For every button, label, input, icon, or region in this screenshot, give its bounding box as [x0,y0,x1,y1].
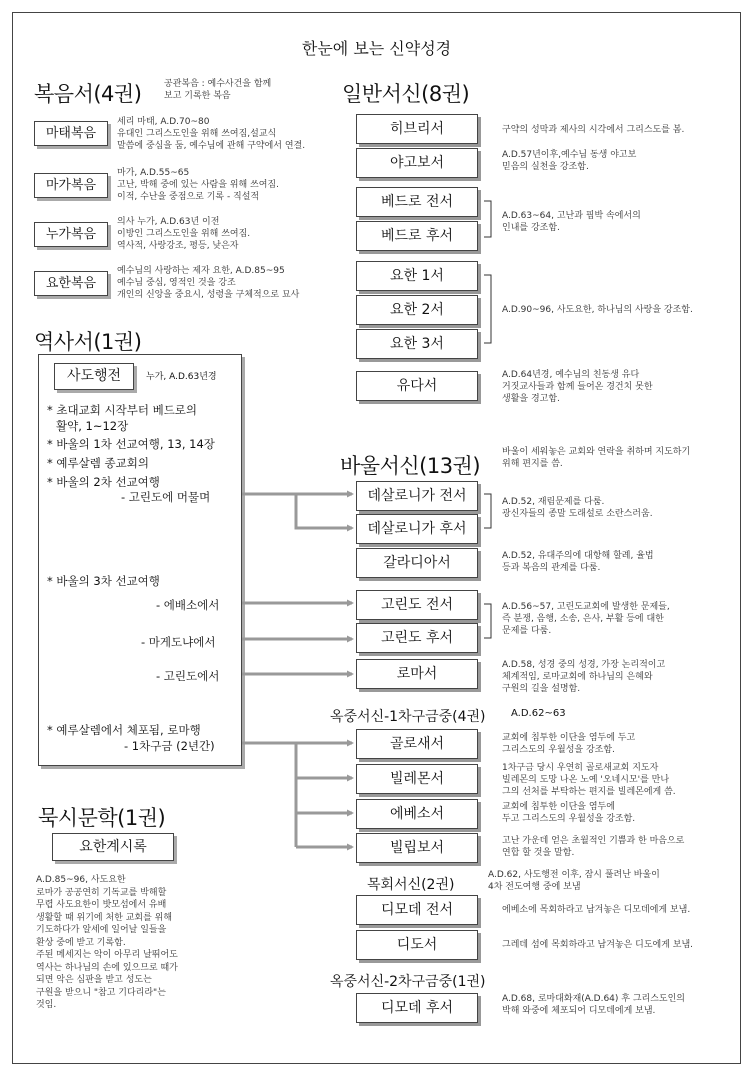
peter-note: A.D.63~64, 고난과 핍박 속에서의 인내를 강조함. [502,211,641,233]
corinthians-note: A.D.56~57, 고린도교회에 발생한 문제들, 즉 분쟁, 음행, 소송, 은사, 부활 등에 대한 문제를 다룸. [502,602,670,636]
book-1john[interactable]: 요한 1서 [356,261,478,291]
pastoral-note: A.D.62, 사도행전 이후, 잠시 풀려난 바울이 4차 전도여행 중에 보냄 [488,870,660,892]
book-ephesians[interactable]: 에베소서 [356,799,478,829]
john-bracket [484,275,491,343]
book-2thess[interactable]: 데살로니가 후서 [356,514,478,544]
acts-item-6b: - 1차구금 (2년간) [124,739,215,753]
acts-item-3: * 예루살렘 종교회의 [47,456,149,470]
timothy2-note: A.D.68, 로마대화재(A.D.64) 후 그리스도인의 박해 와중에 체포되어 디모데에게 보냄. [502,994,685,1016]
book-1peter[interactable]: 베드로 전서 [356,187,478,217]
hebrews-note: 구약의 성막과 제사의 시각에서 그리스도를 봄. [502,125,685,135]
revelation-desc: A.D.85~96, 사도요한 로마가 공공연히 기독교를 박해할 무렵 사도요한이 밧모섬에서 유배 생활할 때 위기에 처한 교회를 위해 기도하다가 알세에 일어날 일들을 환상 중에 받고 기록함. 주된 메세지는 악이 아무리 날뛰어도 역사는 하나님의 손에 있으므로 때가 되면 악은 심판을 받고 성도는 구원을 받으니 "참고 기다리라"는 것임. [36,875,178,1010]
acts-item-1b: 활약, 1~12장 [56,419,129,433]
titus-note: 그레데 섬에 목회하라고 남겨놓은 디도에게 보냄. [502,940,694,950]
philemon-note: 1차구금 당시 우연히 골로새교회 지도자 빌레몬의 도망 나온 노예 '오네시모'를 만나 그의 선처를 부탁하는 편지를 빌레몬에게 씀. [502,763,676,797]
book-romans[interactable]: 로마서 [356,659,478,689]
book-matthew[interactable]: 마태복음 [34,121,108,146]
acts-item-4b: - 고린도에 머물며 [121,490,211,504]
prison1-date: A.D.62~63 [511,708,566,719]
james-note: A.D.57년이후,예수님 동생 야고보 믿음의 실천을 강조함. [502,150,637,172]
book-galatians[interactable]: 갈라디아서 [356,548,478,578]
book-acts[interactable]: 사도행전 [54,363,134,390]
book-john[interactable]: 요한복음 [34,271,108,296]
romans-note: A.D.58, 성경 중의 성경, 가장 논리적이고 체계적임, 로마교회에 하나님의 은혜와 구원의 길을 설명함. [502,660,666,694]
acts-item-5a: - 에배소에서 [156,598,220,612]
acts-item-1: * 초대교회 시작부터 베드로의 [47,403,198,417]
book-1timothy[interactable]: 디모데 전서 [356,895,478,925]
book-luke[interactable]: 누가복음 [34,222,108,247]
book-james[interactable]: 야고보서 [356,148,478,178]
matthew-desc: 세리 마태, A.D.70~80 유대인 그리스도인을 위해 쓰여짐,설교식 말씀에 중심을 둠, 예수님에 관해 구약에서 연결. [117,117,306,151]
john-letters-note: A.D.90~96, 사도요한, 하나님의 사랑을 강조함. [502,305,693,315]
gospels-heading: 복음서(4권) [34,82,142,106]
philippians-note: 고난 가운데 얻은 초월적인 기쁨과 한 마음으로 연합 할 것을 말함. [502,836,685,858]
colossians-note: 교회에 침투한 이단을 염두에 두고 그리스도의 우월성을 강조함. [502,733,636,755]
arrow-corinth-branch [296,494,352,528]
book-revelation[interactable]: 요한계시록 [52,833,174,861]
acts-item-6: * 예루살렘에서 체포됨, 로마행 [47,723,201,737]
acts-item-5c: - 고린도에서 [156,669,220,683]
book-2peter[interactable]: 베드로 후서 [356,221,478,251]
book-philippians[interactable]: 빌립보서 [356,833,478,863]
book-colossians[interactable]: 골로새서 [356,729,478,759]
peter-bracket [484,201,491,237]
book-1cor[interactable]: 고린도 전서 [356,590,478,620]
acts-note: 누가, A.D.63년경 [146,372,217,382]
history-heading: 역사서(1권) [34,330,142,354]
ephesians-note: 교회에 침투한 이단을 염두에 두고 그리스도의 우월성을 강조함. [502,802,636,824]
acts-item-5: * 바울의 3차 선교여행 [47,574,160,588]
pauline-note: 바울이 세워놓은 교회와 연락을 취하며 지도하기 위해 편지를 씀. [502,447,691,469]
luke-desc: 의사 누가, A.D.63년 이전 이방인 그리스도인을 위해 쓰여짐. 역사적, 사랑강조, 평등, 낮은자 [117,217,251,251]
jude-note: A.D.64년경, 예수님의 친동생 유다 거짓교사들과 함께 들어온 경건치 못한 생활을 경고함. [502,370,653,404]
prison2-heading: 옥중서신-2차구금중(1권) [330,974,486,990]
book-jude[interactable]: 유다서 [356,371,478,401]
pastoral-heading: 목회서신(2권) [367,877,455,893]
john-desc: 예수님의 사랑하는 제자 요한, A.D.85~95 예수님 중심, 영적인 것을 강조 개인의 신앙을 중요시, 성령을 구체적으로 묘사 [117,266,300,300]
book-1thess[interactable]: 데살로니가 전서 [356,481,478,511]
prison1-heading: 옥중서신-1차구금중(4권) [330,709,486,725]
corinthians-bracket [484,604,491,638]
thess-note: A.D.52, 재림문제를 다룸. 광신자들의 종말 도래설로 소란스러움. [502,497,653,519]
gospels-note: 공관복음 : 예수사건을 함께 보고 기록한 복음 [164,79,272,101]
book-2cor[interactable]: 고린도 후서 [356,623,478,653]
book-mark[interactable]: 마가복음 [34,173,108,198]
book-hebrews[interactable]: 히브리서 [356,114,478,144]
acts-item-5b: - 마게도냐에서 [141,635,216,649]
pauline-heading: 바울서신(13권) [340,454,481,478]
prophecy-heading: 묵시문학(1권) [38,806,166,830]
book-titus[interactable]: 디도서 [356,930,478,960]
page-title: 한눈에 보는 신약성경 [301,39,452,58]
book-2john[interactable]: 요한 2서 [356,295,478,325]
general-heading: 일반서신(8권) [342,82,470,106]
book-philemon[interactable]: 빌레몬서 [356,764,478,794]
book-2timothy[interactable]: 디모데 후서 [356,993,478,1023]
acts-item-2: * 바울의 1차 선교여행, 13, 14장 [47,437,215,451]
acts-item-4: * 바울의 2차 선교여행 [47,475,160,489]
mark-desc: 마가, A.D.55~65 고난, 박해 중에 있는 사람을 위해 쓰여짐. 이적, 수난을 중점으로 기록 - 직설적 [117,168,279,202]
thess-bracket [484,494,491,528]
galatians-note: A.D.52, 유대주의에 대항해 할례, 율법 등과 복음의 관계를 다룸. [502,551,654,573]
book-3john[interactable]: 요한 3서 [356,329,478,359]
timothy1-note: 에베소에 목회하라고 남겨놓은 디모데에게 보냄. [502,905,691,915]
